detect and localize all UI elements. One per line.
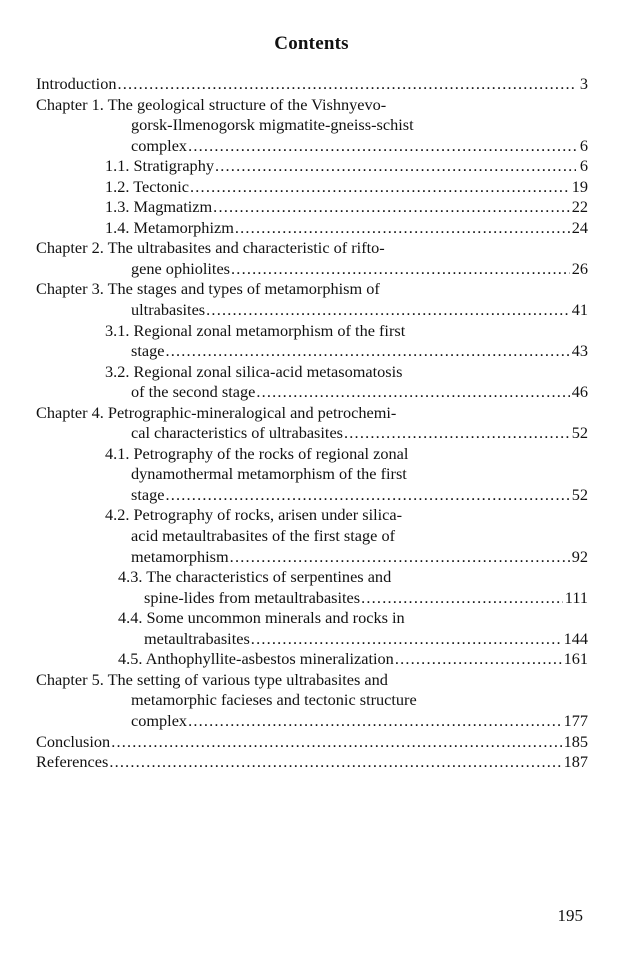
toc-page-number: 161 — [563, 649, 588, 669]
toc-line — [36, 279, 588, 300]
toc-entry-text: gorsk-Ilmenogorsk migmatite-gneiss-schist — [131, 115, 414, 135]
toc-page-number: 177 — [563, 710, 588, 730]
toc-page-number: 92 — [571, 546, 588, 566]
toc-line — [36, 382, 588, 403]
dot-leader — [215, 156, 576, 177]
toc-line — [36, 567, 588, 588]
toc-entry-text: metaultrabasites — [144, 628, 250, 648]
toc-line — [36, 608, 588, 629]
toc-entry-text: Chapter 1. The geological structure of the Vishnyevo- — [36, 94, 387, 114]
toc-line — [36, 629, 588, 650]
toc-entry-text: 1.1. Stratigraphy — [105, 156, 214, 176]
toc-page-number: 52 — [571, 423, 588, 443]
dot-leader — [344, 423, 570, 444]
toc-line — [36, 238, 588, 259]
dot-leader — [206, 300, 570, 321]
toc-line — [36, 403, 588, 424]
toc-line — [36, 300, 588, 321]
dot-leader — [230, 547, 570, 568]
dot-leader — [395, 649, 562, 670]
toc-line — [36, 464, 588, 485]
toc-entry-text: 4.4. Some uncommon minerals and rocks in — [118, 608, 405, 628]
table-of-contents — [36, 74, 588, 773]
dot-leader — [111, 732, 561, 753]
toc-line — [36, 670, 588, 691]
toc-line — [36, 259, 588, 280]
toc-entry-text: metamorphic facieses and tectonic structure — [131, 690, 417, 710]
dot-leader — [231, 259, 570, 280]
toc-page-number: 187 — [563, 752, 588, 772]
dot-leader — [251, 629, 562, 650]
toc-page-number: 22 — [571, 197, 588, 217]
toc-entry-text: Chapter 4. Petrographic-mineralogical and petrochemi- — [36, 402, 397, 422]
toc-entry-text: Introduction — [36, 74, 117, 93]
toc-line — [36, 218, 588, 239]
dot-leader — [213, 197, 570, 218]
dot-leader — [117, 74, 576, 95]
toc-line — [36, 74, 588, 95]
toc-line — [36, 485, 588, 506]
toc-entry-text: stage — [131, 341, 165, 361]
toc-entry-text: metamorphism — [131, 546, 229, 566]
toc-page-number: 26 — [571, 258, 588, 278]
dot-leader — [190, 177, 570, 198]
toc-entry-text: Conclusion — [36, 731, 111, 751]
toc-entry-text: acid metaultrabasites of the first stage of — [131, 526, 396, 546]
toc-line — [36, 711, 588, 732]
toc-entry-text: complex — [131, 710, 188, 730]
toc-line — [36, 341, 588, 362]
page-number: 195 — [557, 906, 583, 925]
dot-leader — [235, 218, 570, 239]
toc-entry-text: 4.2. Petrography of rocks, arisen under silica- — [105, 505, 403, 525]
toc-entry-text: complex — [131, 135, 188, 155]
toc-line — [36, 95, 588, 116]
toc-page-number: 41 — [571, 300, 588, 320]
toc-entry-text: 4.3. The characteristics of serpentines and — [118, 567, 392, 587]
toc-entry-text: stage — [131, 484, 165, 504]
toc-line — [36, 588, 588, 609]
toc-line — [36, 444, 588, 465]
toc-entry-text: ultrabasites — [131, 300, 206, 320]
toc-page-number: 6 — [579, 156, 588, 176]
toc-line — [36, 197, 588, 218]
toc-page-number: 24 — [571, 217, 588, 237]
toc-page-number: 6 — [579, 135, 588, 155]
dot-leader — [188, 136, 576, 157]
toc-line — [36, 423, 588, 444]
toc-page-number: 19 — [571, 176, 588, 196]
toc-entry-text: 3.1. Regional zonal metamorphism of the first — [105, 320, 406, 340]
toc-line — [36, 321, 588, 342]
toc-line — [36, 156, 588, 177]
toc-page-number: 43 — [571, 341, 588, 361]
toc-entry-text: 1.2. Tectonic — [105, 176, 190, 196]
toc-entry-text: 1.4. Metamorphizm — [105, 217, 234, 237]
toc-page-number: 46 — [571, 382, 588, 402]
toc-entry-text: Chapter 5. The setting of various type ultrabasites and — [36, 669, 388, 689]
toc-line — [36, 177, 588, 198]
toc-entry-text: References — [36, 752, 109, 772]
toc-entry-text: dynamothermal metamorphism of the first — [131, 464, 407, 484]
toc-line — [36, 115, 588, 136]
toc-page-number: 52 — [571, 484, 588, 504]
dot-leader — [188, 711, 562, 732]
toc-line — [36, 690, 588, 711]
page-title: Contents — [274, 33, 349, 54]
dot-leader — [361, 588, 563, 609]
toc-line — [36, 732, 588, 753]
toc-entry-text: 4.1. Petrography of the rocks of regional zonal — [105, 443, 409, 463]
toc-entry-text: 4.5. Anthophyllite-asbestos mineralization — [118, 649, 394, 669]
toc-entry-text: cal characteristics of ultrabasites — [131, 423, 344, 443]
toc-line — [36, 362, 588, 383]
toc-line — [36, 526, 588, 547]
dot-leader — [165, 341, 569, 362]
toc-entry-text: spine-lides from metaultrabasites — [144, 587, 361, 607]
toc-entry-text: Chapter 2. The ultrabasites and characteristic of rifto- — [36, 238, 385, 258]
toc-line — [36, 136, 588, 157]
toc-page-number: 111 — [564, 587, 588, 607]
toc-entry-text: 3.2. Regional zonal silica-acid metasomatosis — [105, 361, 403, 381]
toc-page-number: 185 — [563, 731, 588, 751]
toc-entry-text: 1.3. Magmatizm — [105, 197, 213, 217]
toc-entry-text: of the second stage — [131, 382, 256, 402]
dot-leader — [165, 485, 569, 506]
toc-line — [36, 752, 588, 773]
dot-leader — [109, 752, 561, 773]
toc-page-number: 144 — [563, 628, 588, 648]
toc-line — [36, 505, 588, 526]
dot-leader — [256, 382, 569, 403]
toc-entry-text: gene ophiolites — [131, 258, 231, 278]
toc-entry-text: Chapter 3. The stages and types of metamorphism of — [36, 279, 380, 299]
toc-line — [36, 649, 588, 670]
toc-page-number: 3 — [579, 74, 588, 93]
toc-line — [36, 547, 588, 568]
